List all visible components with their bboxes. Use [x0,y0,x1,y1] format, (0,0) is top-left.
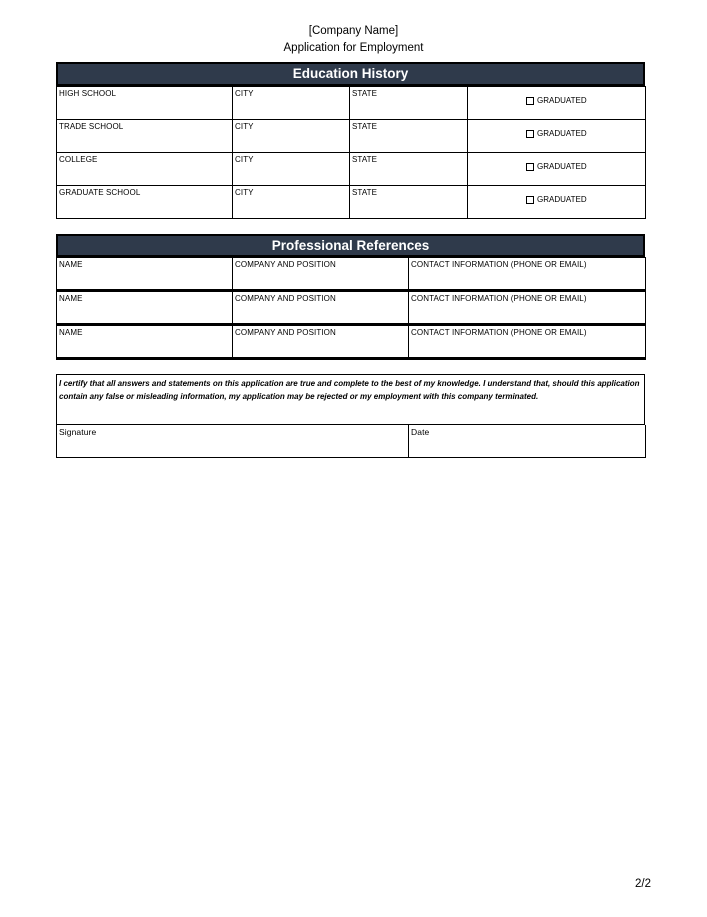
professional-references-section [56,234,645,360]
state-label: STATE [352,188,378,197]
reference-company-field[interactable] [233,258,409,291]
graduated-cell [468,87,646,120]
city-label: CITY [235,89,254,98]
education-row-trade-school [57,120,646,153]
school-label: COLLEGE [59,155,98,164]
state-label: STATE [352,89,378,98]
reference-row [57,325,646,359]
reference-company-field[interactable] [233,291,409,325]
checkbox-icon[interactable] [526,163,534,171]
education-table [56,86,646,219]
state-field[interactable] [350,186,468,219]
reference-row [57,291,646,325]
state-field[interactable] [350,153,468,186]
city-label: CITY [235,155,254,164]
contact-info-label: CONTACT INFORMATION (PHONE OR EMAIL) [411,328,587,337]
contact-info-label: CONTACT INFORMATION (PHONE OR EMAIL) [411,260,587,269]
education-history-section [56,62,645,219]
reference-name-field[interactable] [57,291,233,325]
city-label: CITY [235,122,254,131]
school-field[interactable] [57,120,233,153]
graduated-label: GRADUATED [537,195,587,204]
graduated-label: GRADUATED [537,96,587,105]
graduated-checkbox[interactable] [526,129,587,138]
school-label: HIGH SCHOOL [59,89,117,98]
certification-statement: I certify that all answers and statements on this application are true and complete to the best of my knowledge. I understand that, should this application contain any false or misleading information, my application may be rejected or my employment with this company terminated. [56,374,645,425]
graduated-cell [468,153,646,186]
name-label: NAME [59,260,83,269]
school-label: GRADUATE SCHOOL [59,188,141,197]
certification-section [56,374,645,458]
reference-name-field[interactable] [57,258,233,291]
city-field[interactable] [233,120,350,153]
graduated-cell [468,186,646,219]
contact-info-label: CONTACT INFORMATION (PHONE OR EMAIL) [411,294,587,303]
form-title: Application for Employment [283,42,424,54]
state-field[interactable] [350,87,468,120]
references-table [56,257,646,360]
state-label: STATE [352,155,378,164]
signature-table [56,425,646,458]
date-field[interactable] [409,425,646,458]
page-number: 2/2 [635,878,651,890]
professional-references-heading: Professional References [56,234,645,257]
date-label: Date [411,427,430,437]
school-field[interactable] [57,87,233,120]
checkbox-icon[interactable] [526,196,534,204]
education-row-graduate-school [57,186,646,219]
graduated-checkbox[interactable] [526,195,587,204]
reference-company-field[interactable] [233,325,409,359]
name-label: NAME [59,328,83,337]
state-field[interactable] [350,120,468,153]
checkbox-icon[interactable] [526,97,534,105]
graduated-checkbox[interactable] [526,96,587,105]
company-position-label: COMPANY AND POSITION [235,328,336,337]
signature-row [57,425,646,458]
reference-contact-field[interactable] [409,325,646,359]
checkbox-icon[interactable] [526,130,534,138]
graduated-label: GRADUATED [537,162,587,171]
reference-name-field[interactable] [57,325,233,359]
graduated-label: GRADUATED [537,129,587,138]
company-position-label: COMPANY AND POSITION [235,294,336,303]
school-field[interactable] [57,186,233,219]
education-row-college [57,153,646,186]
school-field[interactable] [57,153,233,186]
company-name: [Company Name] [308,25,399,37]
company-position-label: COMPANY AND POSITION [235,260,336,269]
signature-field[interactable] [57,425,409,458]
city-field[interactable] [233,186,350,219]
city-label: CITY [235,188,254,197]
reference-contact-field[interactable] [409,258,646,291]
reference-row [57,258,646,291]
name-label: NAME [59,294,83,303]
graduated-cell [468,120,646,153]
education-row-high-school [57,87,646,120]
signature-label: Signature [59,427,97,437]
state-label: STATE [352,122,378,131]
city-field[interactable] [233,87,350,120]
education-history-heading: Education History [56,62,645,86]
reference-contact-field[interactable] [409,291,646,325]
graduated-checkbox[interactable] [526,162,587,171]
school-label: TRADE SCHOOL [59,122,124,131]
city-field[interactable] [233,153,350,186]
